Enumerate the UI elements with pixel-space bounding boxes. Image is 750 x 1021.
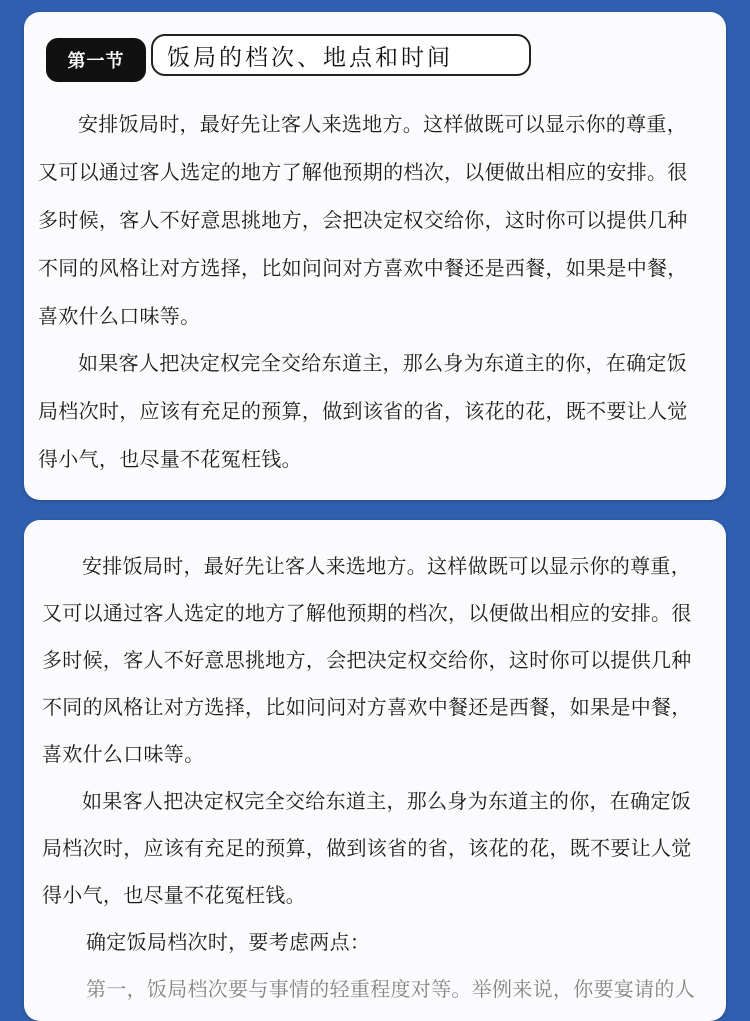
text-line: 又可以通过客人选定的地方了解他预期的档次，以便做出相应的安排。很 [38, 160, 688, 184]
text-line: 喜欢什么口味等。 [38, 304, 201, 328]
text-line: 不同的风格让对方选择，比如问问对方喜欢中餐还是西餐，如果是中餐， [38, 256, 688, 280]
text-line: 安排饭局时，最好先让客人来选地方。这样做既可以显示你的尊重， [82, 554, 691, 578]
text-line-partial: 第一，饭局档次要与事情的轻重程度对等。举例来说，你要宴请的人 [86, 977, 695, 1001]
text-line: 安排饭局时，最好先让客人来选地方。这样做既可以显示你的尊重， [78, 112, 687, 136]
section-badge: 第一节 [46, 38, 146, 82]
text-line: 多时候，客人不好意思挑地方，会把决定权交给你，这时你可以提供几种 [42, 648, 692, 672]
text-line: 又可以通过客人选定的地方了解他预期的档次，以便做出相应的安排。很 [42, 601, 692, 625]
text-line: 如果客人把决定权完全交给东道主，那么身为东道主的你，在确定饭 [78, 351, 687, 375]
text-line: 局档次时，应该有充足的预算，做到该省的省，该花的花，既不要让人觉 [42, 836, 692, 860]
text-line: 不同的风格让对方选择，比如问问对方喜欢中餐还是西餐，如果是中餐， [42, 695, 692, 719]
text-line: 局档次时，应该有充足的预算，做到该省的省，该花的花，既不要让人觉 [38, 399, 688, 423]
text-line: 多时候，客人不好意思挑地方，会把决定权交给你，这时你可以提供几种 [38, 208, 688, 232]
bottom-page-card [24, 520, 726, 1021]
section-title: 饭局的档次、地点和时间 [151, 34, 531, 76]
text-line: 确定饭局档次时，要考虑两点： [86, 930, 371, 954]
text-line: 得小气，也尽量不花冤枉钱。 [42, 883, 306, 907]
text-line: 得小气，也尽量不花冤枉钱。 [38, 447, 302, 471]
text-line: 喜欢什么口味等。 [42, 742, 205, 766]
top-page-card [24, 12, 726, 500]
text-line: 如果客人把决定权完全交给东道主，那么身为东道主的你，在确定饭 [82, 789, 691, 813]
